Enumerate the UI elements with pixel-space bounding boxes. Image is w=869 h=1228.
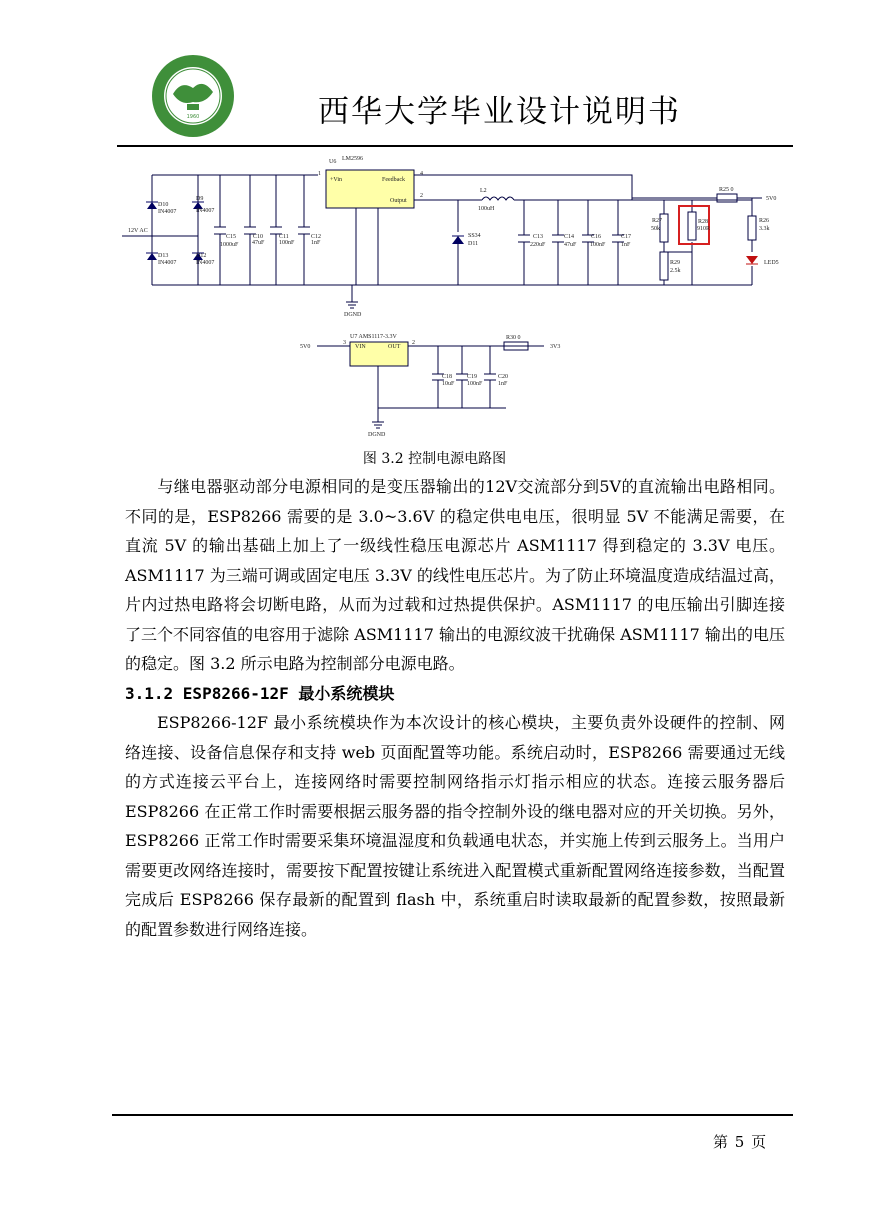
diode-d13-icon (147, 253, 157, 260)
svg-text:R26: R26 (759, 218, 770, 224)
footer-rule (112, 1114, 793, 1116)
ac-input-label: 12V AC (128, 228, 148, 234)
svg-text:R27: R27 (652, 218, 663, 224)
svg-text:LM2596: LM2596 (342, 156, 363, 162)
svg-text:R28: R28 (698, 219, 709, 225)
svg-text:1nF: 1nF (621, 242, 631, 248)
svg-text:D13: D13 (158, 253, 169, 259)
university-logo (151, 54, 235, 138)
svg-text:C19: C19 (467, 374, 478, 380)
body-paragraph-1: 与继电器驱动部分电源相同的是变压器输出的12V交流部分到5V的直流输出电路相同。不同的是，ESP8266 需要的是 3.0~3.6V 的稳定供电电压，很明显 5V 不能满足需要，在直流 5V 的输出基础上加上了一级线性稳压电源芯片 ASM1117 得到稳定的 3.3V 电压。ASM1117 为三端可调或固定电压 3.3V 的线性电压芯片。为了防止环境温度造成结温过高，片内过热电路将会切断电路，从而为过载和过热提供保护。ASM1117 的电压输出引脚连接了三个不同容值的电容用于滤除 ASM1117 输出的电源纹波干扰确保 ASM1117 输出的电压的稳定。图 3.2 所示电路为控制部分电源电路。 (125, 477, 785, 673)
svg-text:3: 3 (343, 340, 346, 346)
svg-text:47uF: 47uF (564, 242, 577, 248)
svg-text:IN4007: IN4007 (158, 260, 177, 266)
figure-caption: 图 3.2 控制电源电路图 (362, 451, 507, 467)
svg-text:910R: 910R (697, 226, 711, 232)
svg-text:4: 4 (420, 171, 423, 177)
svg-text:R25 0: R25 0 (719, 187, 734, 193)
section-heading: 3.1.2 ESP8266-12F 最小系统模块 (125, 684, 395, 703)
svg-text:D9: D9 (196, 196, 204, 202)
svg-text:LED5: LED5 (764, 260, 779, 266)
svg-text:C11: C11 (279, 234, 289, 240)
svg-text:U7 AMS1117-3.3V: U7 AMS1117-3.3V (350, 334, 397, 340)
svg-text:D10: D10 (158, 202, 169, 208)
svg-text:50k: 50k (651, 226, 660, 232)
svg-text:5V0: 5V0 (766, 196, 777, 202)
svg-text:10uF: 10uF (442, 381, 455, 387)
body-paragraph-2: ESP8266-12F 最小系统模块作为本次设计的核心模块，主要负责外设硬件的控制、网络连接、设备信息保存和支持 web 页面配置等功能。系统启动时，ESP8266 需要通过无线的方式连接云平台上，连接网络时需要控制网络指示灯指示相应的状态。连接云服务器后 ESP8266 在正常工作时需要根据云服务器的指令控制外设的继电器对应的开关切换。另外，ESP8266 正常工作时需要采集环境温湿度和负载通电状态，并实施上传到云服务上。当用户需要更改网络连接时，需要按下配置按键让系统进入配置模式重新配置网络连接参数，当配置完成后 ESP8266 保存最新的配置到 flash 中，系统重启时读取最新的配置参数，按照最新的配置参数进行网络连接。 (125, 713, 785, 939)
svg-text:3.3k: 3.3k (759, 226, 770, 232)
svg-text:C13: C13 (533, 234, 544, 240)
svg-text:5V0: 5V0 (300, 344, 311, 350)
svg-text:DGND: DGND (368, 432, 386, 438)
svg-text:C20: C20 (498, 374, 509, 380)
svg-text:Feedback: Feedback (382, 177, 405, 183)
svg-text:C12: C12 (311, 234, 322, 240)
svg-text:1000uF: 1000uF (220, 242, 239, 248)
svg-text:2: 2 (412, 340, 415, 346)
svg-text:IN4007: IN4007 (158, 209, 177, 215)
svg-text:1nF: 1nF (498, 381, 508, 387)
svg-text:D12: D12 (196, 253, 207, 259)
logo-year: 1960 (186, 114, 200, 120)
svg-text:L2: L2 (480, 188, 487, 194)
svg-text:SS34: SS34 (468, 233, 481, 239)
svg-text:100uH: 100uH (478, 206, 495, 212)
svg-text:C18: C18 (442, 374, 453, 380)
page-number: 第 5 页 (713, 1133, 768, 1151)
svg-text:R29: R29 (670, 260, 681, 266)
svg-text:47uF: 47uF (252, 240, 265, 246)
svg-text:C17: C17 (621, 234, 632, 240)
document-header-title: 西华大学毕业设计说明书 (318, 94, 681, 130)
led-icon (746, 256, 758, 264)
header-rule (117, 145, 793, 147)
svg-text:100nF: 100nF (590, 242, 606, 248)
svg-text:U6: U6 (329, 159, 337, 165)
diode-d10-icon (147, 202, 157, 209)
svg-text:2: 2 (420, 193, 423, 199)
power-circuit-schematic (112, 152, 793, 444)
svg-text:C15: C15 (226, 234, 237, 240)
svg-text:C16: C16 (591, 234, 602, 240)
svg-text:IN4007: IN4007 (196, 208, 215, 214)
svg-text:DGND: DGND (344, 312, 362, 318)
svg-text:3V3: 3V3 (550, 344, 561, 350)
svg-text:OUT: OUT (388, 344, 401, 350)
svg-text:1: 1 (318, 171, 321, 177)
svg-text:IN4007: IN4007 (196, 260, 215, 266)
svg-text:D11: D11 (468, 241, 479, 247)
svg-text:220uF: 220uF (530, 242, 546, 248)
svg-text:VIN: VIN (355, 344, 366, 350)
svg-text:R30 0: R30 0 (506, 335, 521, 341)
svg-text:100nF: 100nF (279, 240, 295, 246)
svg-text:+Vin: +Vin (330, 177, 343, 183)
svg-text:C10: C10 (253, 234, 264, 240)
svg-text:1nF: 1nF (311, 240, 321, 246)
diode-ss34-icon (452, 236, 464, 244)
svg-text:C14: C14 (564, 234, 575, 240)
svg-text:2.5k: 2.5k (670, 268, 681, 274)
svg-text:100nF: 100nF (467, 381, 483, 387)
svg-text:Output: Output (390, 198, 407, 204)
